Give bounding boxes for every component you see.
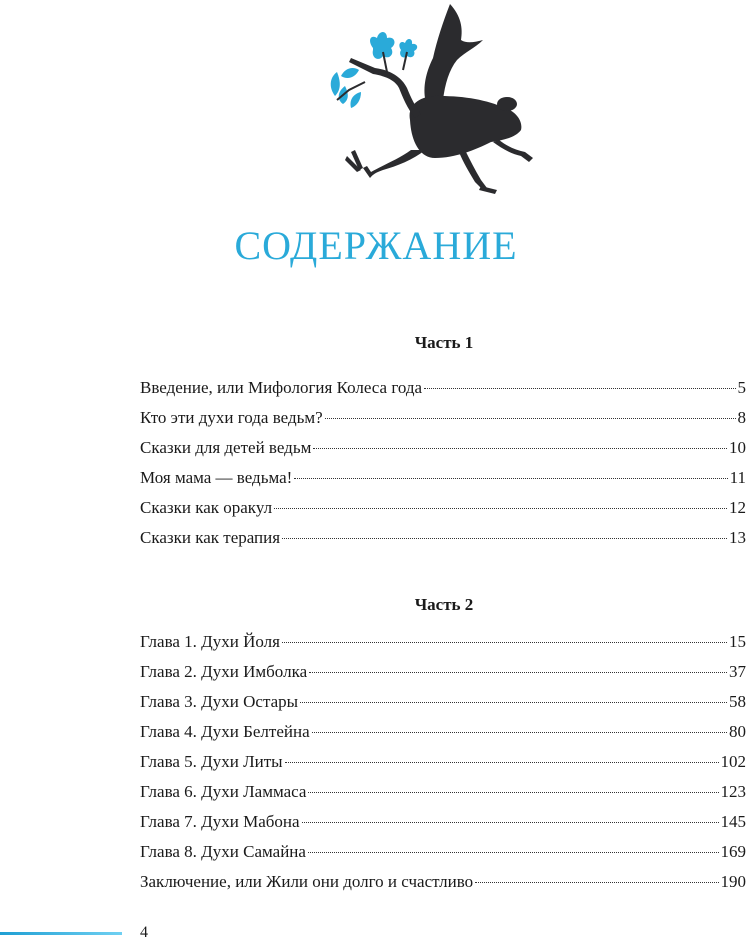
- toc-entry[interactable]: [140, 692, 746, 722]
- toc-entry-title: Глава 7. Духи Мабона: [140, 812, 300, 831]
- toc-entry[interactable]: [140, 842, 746, 872]
- toc-entry-page: 80: [729, 722, 746, 741]
- toc-dot-leader: [309, 672, 727, 673]
- toc-dot-leader: [475, 882, 718, 883]
- footer-accent-bar: [0, 932, 122, 935]
- toc-entry-title: Глава 2. Духи Имболка: [140, 662, 308, 681]
- toc-entry-page: 58: [729, 692, 746, 711]
- toc-entry[interactable]: [140, 782, 746, 812]
- toc-entry[interactable]: [140, 662, 746, 692]
- toc-entry-title: Глава 3. Духи Остары: [140, 692, 299, 711]
- toc-dot-leader: [424, 388, 735, 389]
- toc-entry-title: Заключение, или Жили они долго и счастливо: [140, 872, 474, 891]
- frog-bat-illustration: [315, 0, 545, 200]
- toc-entry[interactable]: [140, 378, 746, 408]
- toc-entry-page: 11: [729, 468, 746, 487]
- frog-silhouette-icon: [345, 4, 533, 194]
- toc-entry-page: 5: [737, 378, 746, 397]
- toc-entry[interactable]: [140, 632, 746, 662]
- toc-entry-page: 123: [720, 782, 746, 801]
- toc-entry[interactable]: [140, 498, 746, 528]
- part-2-heading: Часть 2: [414, 595, 474, 614]
- page-number: 4: [140, 924, 148, 941]
- toc-entry-title: Глава 4. Духи Белтейна: [140, 722, 310, 741]
- toc-entry-page: 15: [729, 632, 746, 651]
- part-1-heading: Часть 1: [414, 333, 474, 352]
- toc-entry-page: 102: [720, 752, 746, 771]
- toc-dot-leader: [274, 508, 727, 509]
- page-title: СОДЕРЖАНИЕ: [234, 223, 518, 268]
- toc-dot-leader: [300, 702, 727, 703]
- toc-entry-page: 10: [729, 438, 746, 457]
- toc-entry-page: 190: [720, 872, 746, 891]
- toc-entry-title: Кто эти духи года ведьм?: [140, 408, 323, 427]
- toc-entry[interactable]: [140, 752, 746, 782]
- toc-dot-leader: [302, 822, 719, 823]
- toc-dot-leader: [313, 448, 727, 449]
- toc-entry-title: Моя мама — ведьма!: [140, 468, 293, 487]
- toc-list-part-1: [140, 378, 746, 558]
- toc-entry-title: Глава 6. Духи Ламмаса: [140, 782, 307, 801]
- toc-entry-title: Введение, или Мифология Колеса года: [140, 378, 423, 397]
- toc-entry[interactable]: [140, 468, 746, 498]
- toc-list-part-2: [140, 632, 746, 902]
- toc-dot-leader: [308, 852, 719, 853]
- toc-dot-leader: [282, 538, 727, 539]
- toc-dot-leader: [325, 418, 736, 419]
- toc-entry[interactable]: [140, 408, 746, 438]
- toc-entry[interactable]: [140, 722, 746, 752]
- toc-dot-leader: [308, 792, 718, 793]
- toc-dot-leader: [285, 762, 719, 763]
- toc-entry-title: Глава 5. Духи Литы: [140, 752, 283, 771]
- toc-entry-page: 12: [729, 498, 746, 517]
- toc-entry-page: 169: [720, 842, 746, 861]
- toc-entry-page: 37: [729, 662, 746, 681]
- toc-entry-page: 8: [737, 408, 746, 427]
- toc-entry-page: 13: [729, 528, 746, 547]
- toc-entry[interactable]: [140, 812, 746, 842]
- toc-entry[interactable]: [140, 528, 746, 558]
- toc-dot-leader: [282, 642, 727, 643]
- toc-dot-leader: [312, 732, 727, 733]
- toc-entry-title: Глава 8. Духи Самайна: [140, 842, 306, 861]
- toc-entry[interactable]: [140, 872, 746, 902]
- toc-entry-page: 145: [720, 812, 746, 831]
- toc-entry-title: Сказки для детей ведьм: [140, 438, 312, 457]
- toc-entry-title: Глава 1. Духи Йоля: [140, 632, 280, 651]
- toc-entry-title: Сказки как оракул: [140, 498, 273, 517]
- toc-dot-leader: [294, 478, 727, 479]
- toc-entry[interactable]: [140, 438, 746, 468]
- toc-entry-title: Сказки как терапия: [140, 528, 281, 547]
